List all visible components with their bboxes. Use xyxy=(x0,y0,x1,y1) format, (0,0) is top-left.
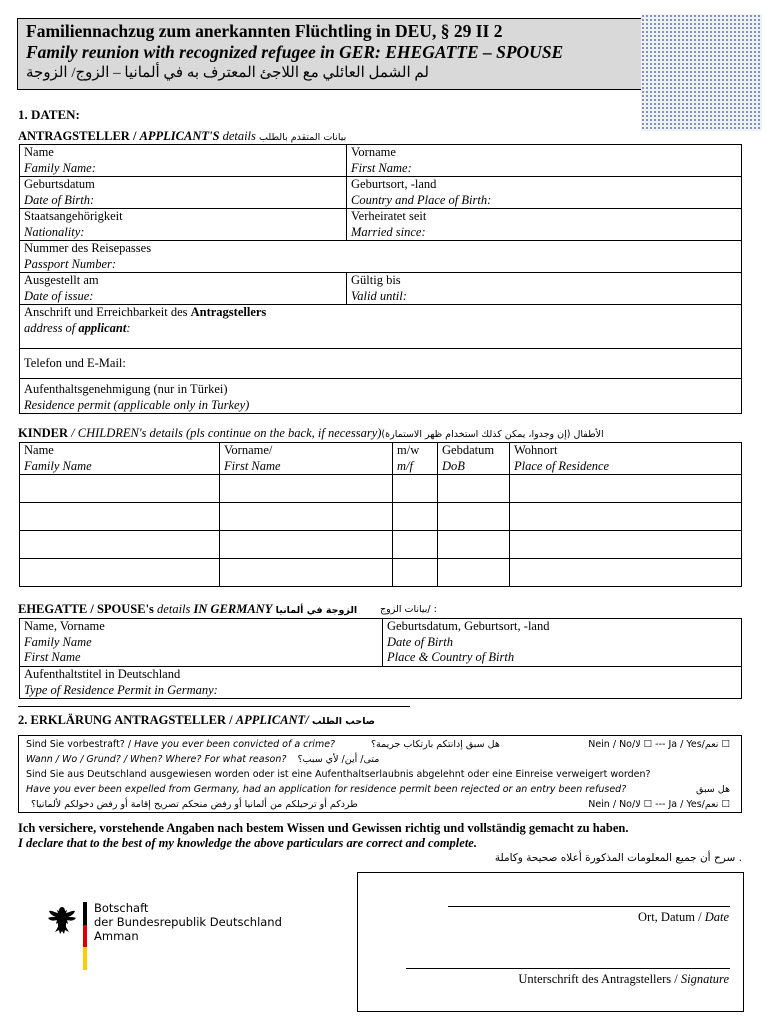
spouse-heading-ar: الزوجة في ألمانيا xyxy=(272,605,358,616)
cell[interactable] xyxy=(393,559,438,587)
label: Geburtsdatum, Geburtsort, -land xyxy=(387,619,550,633)
cell[interactable] xyxy=(220,503,393,531)
label: Aufenthaltstitel in Deutschland xyxy=(24,667,181,681)
spouse-name-field[interactable] xyxy=(20,619,383,667)
children-heading xyxy=(18,426,604,441)
label: Geburtsort, -land xyxy=(351,177,437,191)
label: Passport Number: xyxy=(24,256,117,271)
label: Family Name xyxy=(24,634,92,649)
declaration-arabic: سرح أن جميع المعلومات المذكورة أعلاه صحيحة وكاملة . xyxy=(494,852,742,864)
signature-label: Unterschrift des Antragstellers / Signature xyxy=(518,972,729,986)
label: Verheiratet seit xyxy=(351,209,427,223)
convicted-yes-no[interactable]: Nein / No/لا ☐ --- Ja / Yes/نعم ☐ xyxy=(588,739,730,750)
children-heading-de: KINDER xyxy=(18,426,69,440)
title-german: Familiennachzug zum anerkannten Flüchtling in DEU, § 29 II 2 xyxy=(26,21,503,41)
label: address of applicant: xyxy=(24,320,131,335)
label: Married since: xyxy=(351,224,426,239)
label: Vorname xyxy=(351,145,396,159)
cell[interactable] xyxy=(220,559,393,587)
passport-number-field[interactable] xyxy=(20,241,742,273)
place-date-line[interactable] xyxy=(448,906,730,907)
label: Date of Birth: xyxy=(24,192,95,207)
cell[interactable] xyxy=(20,503,220,531)
spouse-table xyxy=(19,618,742,699)
question-expelled-en: Have you ever been expelled from Germany, had an application for residence permit been rejected or an entry been refused? هل سبق xyxy=(26,784,730,795)
address-field[interactable] xyxy=(20,305,742,349)
embassy-line: Botschaft xyxy=(94,901,149,915)
signature-box xyxy=(357,872,744,1012)
cell[interactable] xyxy=(20,531,220,559)
cell[interactable] xyxy=(393,531,438,559)
label: Residence permit (applicable only in Turkey) xyxy=(24,397,250,412)
label: Date of Birth xyxy=(387,634,453,649)
table-row[interactable] xyxy=(20,559,742,587)
cell[interactable] xyxy=(438,559,510,587)
children-heading-en: / CHILDREN's details (pls continue on the back, if necessary) xyxy=(68,426,382,440)
residence-permit-field[interactable] xyxy=(20,379,742,414)
label: First Name: xyxy=(351,160,412,175)
declaration-german: Ich versichere, vorstehende Angaben nach bestem Wissen und Gewissen richtig und vollständig gemacht zu haben. xyxy=(18,821,629,835)
label: Telefon und E-Mail: xyxy=(24,355,126,370)
label: Ausgestellt am xyxy=(24,273,99,287)
children-heading-ar: (الأطفال (إن وجدوا، يمكن كذلك استخدام ظهر الاستمارة xyxy=(381,429,604,440)
label: Name, Vorname xyxy=(24,619,105,633)
label: Nationality: xyxy=(24,224,85,239)
spouse-heading-en: IN GERMANY xyxy=(193,602,273,616)
label: Staatsangehörigkeit xyxy=(24,209,123,223)
label: Type of Residence Permit in Germany: xyxy=(24,682,218,697)
question-convicted-ar: هل سبق إدانتكم بارتكاب جريمة؟ xyxy=(371,739,500,750)
phone-email-field[interactable] xyxy=(20,349,742,379)
divider xyxy=(18,706,410,707)
cell[interactable] xyxy=(438,503,510,531)
title-arabic: لم الشمل العائلي مع اللاجئ المعترف به في ألمانيا – الزوج/ الزوجة xyxy=(26,65,429,81)
date-of-issue-field[interactable] xyxy=(20,273,347,305)
cell[interactable] xyxy=(20,475,220,503)
flag-black xyxy=(83,902,87,925)
table-row[interactable] xyxy=(20,503,742,531)
cell[interactable] xyxy=(438,531,510,559)
label: Nummer des Reisepasses xyxy=(24,241,152,255)
table-row[interactable] xyxy=(20,475,742,503)
flag-gold xyxy=(83,947,87,970)
cell[interactable] xyxy=(220,531,393,559)
title-english: Family reunion with recognized refugee in GER: EHEGATTE – SPOUSE xyxy=(26,42,564,62)
section-2-heading: 2. ERKLÄRUNG ANTRAGSTELLER / APPLICANT/ صاحب الطلب xyxy=(18,713,375,727)
label: Geburtsdatum xyxy=(24,177,95,191)
signature-line[interactable] xyxy=(406,968,730,969)
applicant-table xyxy=(19,144,742,414)
spouse-heading-details: details xyxy=(153,602,194,616)
label: Family Name: xyxy=(24,160,96,175)
label: Gültig bis xyxy=(351,273,401,287)
applicant-heading-en: APPLICANT'S xyxy=(139,129,220,143)
embassy-name xyxy=(94,901,282,943)
german-flag-bar xyxy=(83,902,87,970)
cell[interactable] xyxy=(510,559,742,587)
nationality-field[interactable] xyxy=(20,209,347,241)
place-of-birth-field[interactable] xyxy=(347,177,742,209)
question-expelled-de: Sind Sie aus Deutschland ausgewiesen worden oder ist eine Aufenthaltserlaubnis abgelehnt oder eine Einreise verweigert worden? xyxy=(26,769,651,780)
label: Place & Country of Birth xyxy=(387,650,515,664)
label: First Name xyxy=(24,650,81,664)
date-of-birth-field[interactable] xyxy=(20,177,347,209)
label: Aufenthaltsgenehmigung (nur in Türkei) xyxy=(24,382,228,396)
first-name-field[interactable] xyxy=(347,145,742,177)
section-1-heading: 1. DATEN: xyxy=(18,107,80,122)
cell[interactable] xyxy=(393,475,438,503)
applicant-heading-de: ANTRAGSTELLER / xyxy=(18,129,140,143)
place-date-label: Ort, Datum / Date xyxy=(638,910,729,924)
label: Country and Place of Birth: xyxy=(351,192,492,207)
col-first-name: Vorname/ First Name xyxy=(220,443,393,475)
declaration-questions xyxy=(18,735,742,813)
label: Date of issue: xyxy=(24,288,94,303)
spouse-heading-de: EHEGATTE / SPOUSE's xyxy=(18,602,154,616)
applicant-heading xyxy=(18,129,346,144)
applicant-heading-details: details xyxy=(219,129,256,143)
label: Name xyxy=(24,145,54,159)
children-table xyxy=(19,442,742,587)
embassy-line: der Bundesrepublik Deutschland xyxy=(94,915,282,929)
children-header-row xyxy=(20,443,742,475)
cell[interactable] xyxy=(220,475,393,503)
question-convicted: Sind Sie vorbestraft? / Have you ever been convicted of a crime? هل سبق إدانتكم بارتكاب جريمة؟ Nein / No/لا ☐ --- Ja / Yes/نعم ☐ xyxy=(26,739,730,750)
cell[interactable] xyxy=(510,531,742,559)
cell[interactable] xyxy=(438,475,510,503)
question-when-where: Wann / Wo / Grund? / When? Where? For what reason? متى/ أين/ لأي سبب؟ xyxy=(26,754,380,765)
table-row[interactable] xyxy=(20,531,742,559)
expelled-yes-no[interactable]: Nein / No/لا ☐ --- Ja / Yes/نعم ☐ xyxy=(588,799,730,810)
applicant-heading-ar: بيانات المتقدم بالطلب xyxy=(259,132,347,143)
embassy-line: Amman xyxy=(94,929,139,943)
cell[interactable] xyxy=(393,503,438,531)
flag-red xyxy=(83,925,87,948)
spouse-heading xyxy=(18,602,357,617)
col-dob: Gebdatum DoB xyxy=(438,443,510,475)
label: Anschrift und Erreichbarkeit des Antragstellers xyxy=(24,305,267,319)
declaration-english: I declare that to the best of my knowledge the above particulars are correct and complete. xyxy=(18,836,477,850)
married-since-field[interactable] xyxy=(347,209,742,241)
cell[interactable] xyxy=(20,559,220,587)
col-sex: m/w m/f xyxy=(393,443,438,475)
stamp-area xyxy=(641,14,762,131)
question-expelled-ar: طردكم أو ترحيلكم من ألمانيا أو رفض منحكم تصريح إقامة أو رفض دخولكم لألمانيا؟ Nein / No/لا ☐ --- Ja / Yes/نعم ☐ xyxy=(31,799,730,810)
col-residence: Wohnort Place of Residence xyxy=(510,443,742,475)
spouse-permit-field[interactable] xyxy=(20,667,742,699)
spouse-heading-ar-right: بيانات الزوج/ : xyxy=(380,604,437,615)
label: Valid until: xyxy=(351,288,407,303)
spouse-birth-field[interactable] xyxy=(383,619,742,667)
cell[interactable] xyxy=(510,475,742,503)
cell[interactable] xyxy=(510,503,742,531)
family-name-field[interactable] xyxy=(20,145,347,177)
eagle-emblem-icon xyxy=(47,905,77,937)
valid-until-field[interactable] xyxy=(347,273,742,305)
col-family-name: Name Family Name xyxy=(20,443,220,475)
